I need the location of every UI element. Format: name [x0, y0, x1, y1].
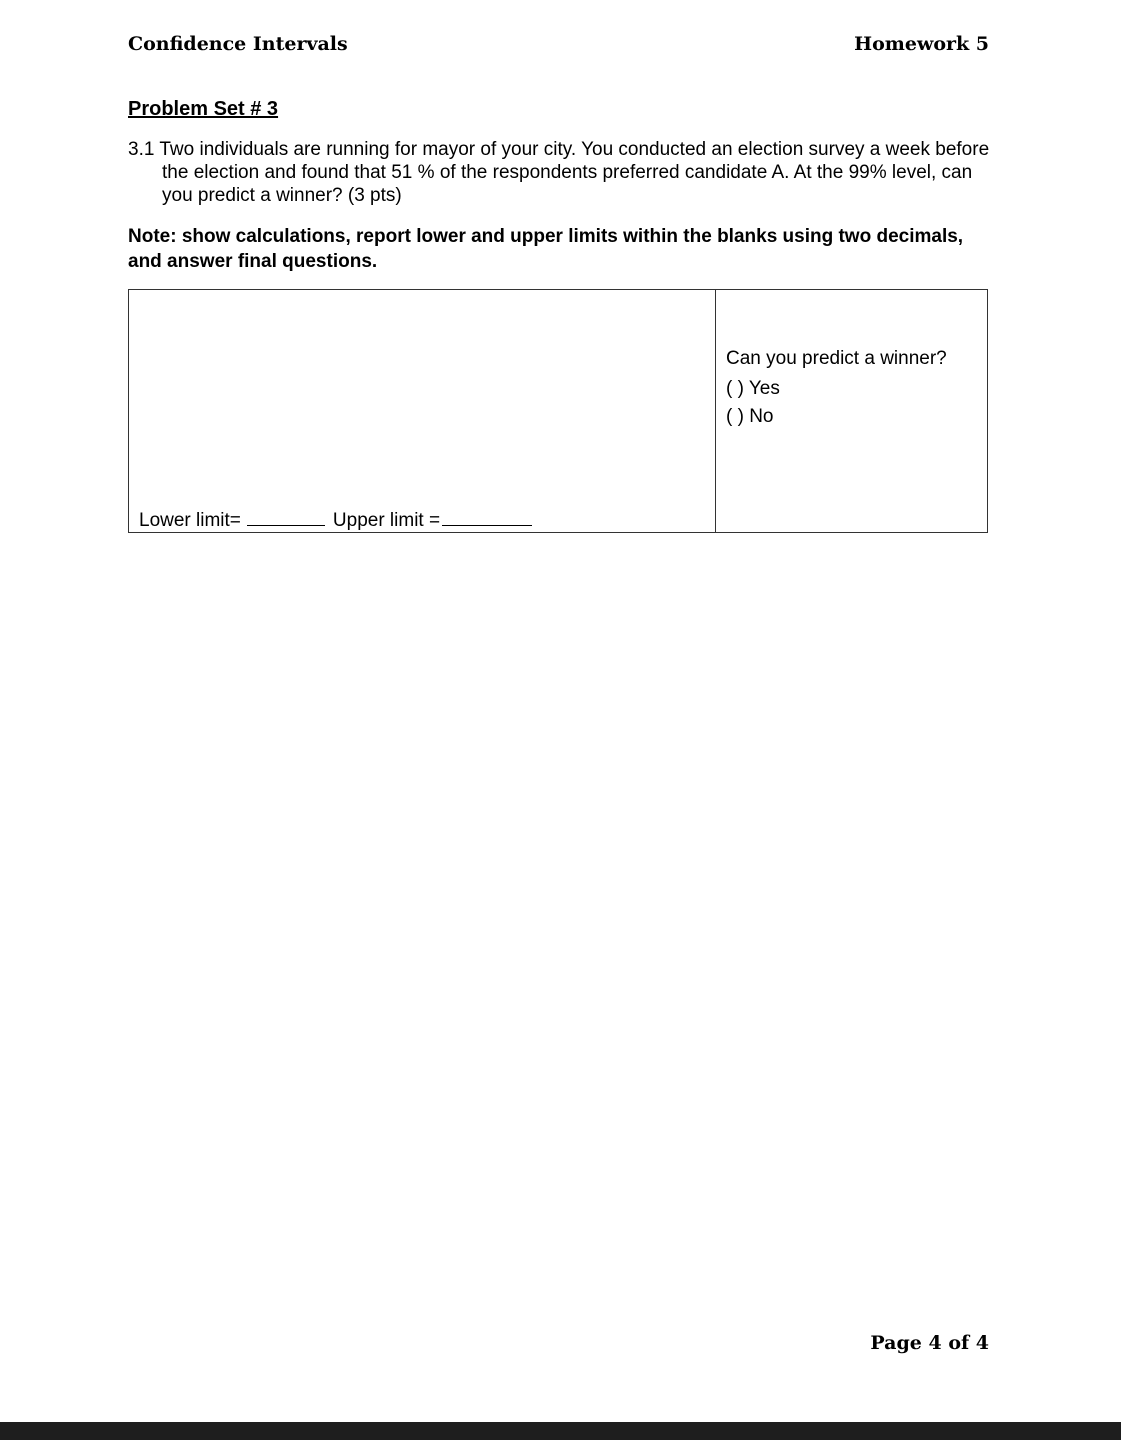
header-homework-label: Homework 5: [854, 33, 989, 55]
winner-answer-cell: [716, 290, 987, 532]
page-number: Page 4 of 4: [870, 1332, 989, 1354]
lower-limit-blank[interactable]: [247, 507, 325, 526]
option-no[interactable]: ( ) No: [726, 406, 774, 427]
limits-row: [139, 507, 532, 532]
question-block: [128, 138, 998, 207]
option-yes[interactable]: ( ) Yes: [726, 378, 780, 399]
lower-limit-label: Lower limit=: [139, 510, 241, 531]
question-text: [128, 138, 998, 207]
problem-set-title: Problem Set # 3: [128, 98, 279, 120]
question-body: Two individuals are running for mayor of your city. You conducted an election survey a week before the election and found that 51 % of the respondents preferred candidate A. At the 99% level, can you predict a winner? (3 pts): [159, 139, 990, 206]
question-number: 3.1: [128, 139, 155, 160]
upper-limit-label: Upper limit =: [332, 510, 441, 531]
instructions-note: Note: show calculations, report lower and upper limits within the blanks using two decimals, and answer final questions.: [128, 226, 964, 272]
upper-limit-blank[interactable]: [442, 507, 532, 526]
winner-question: Can you predict a winner?: [726, 348, 947, 369]
header-title: Confidence Intervals: [128, 33, 348, 55]
calculation-area[interactable]: [129, 290, 716, 532]
answer-table: [128, 289, 988, 533]
bottom-bar: [0, 1422, 1121, 1440]
